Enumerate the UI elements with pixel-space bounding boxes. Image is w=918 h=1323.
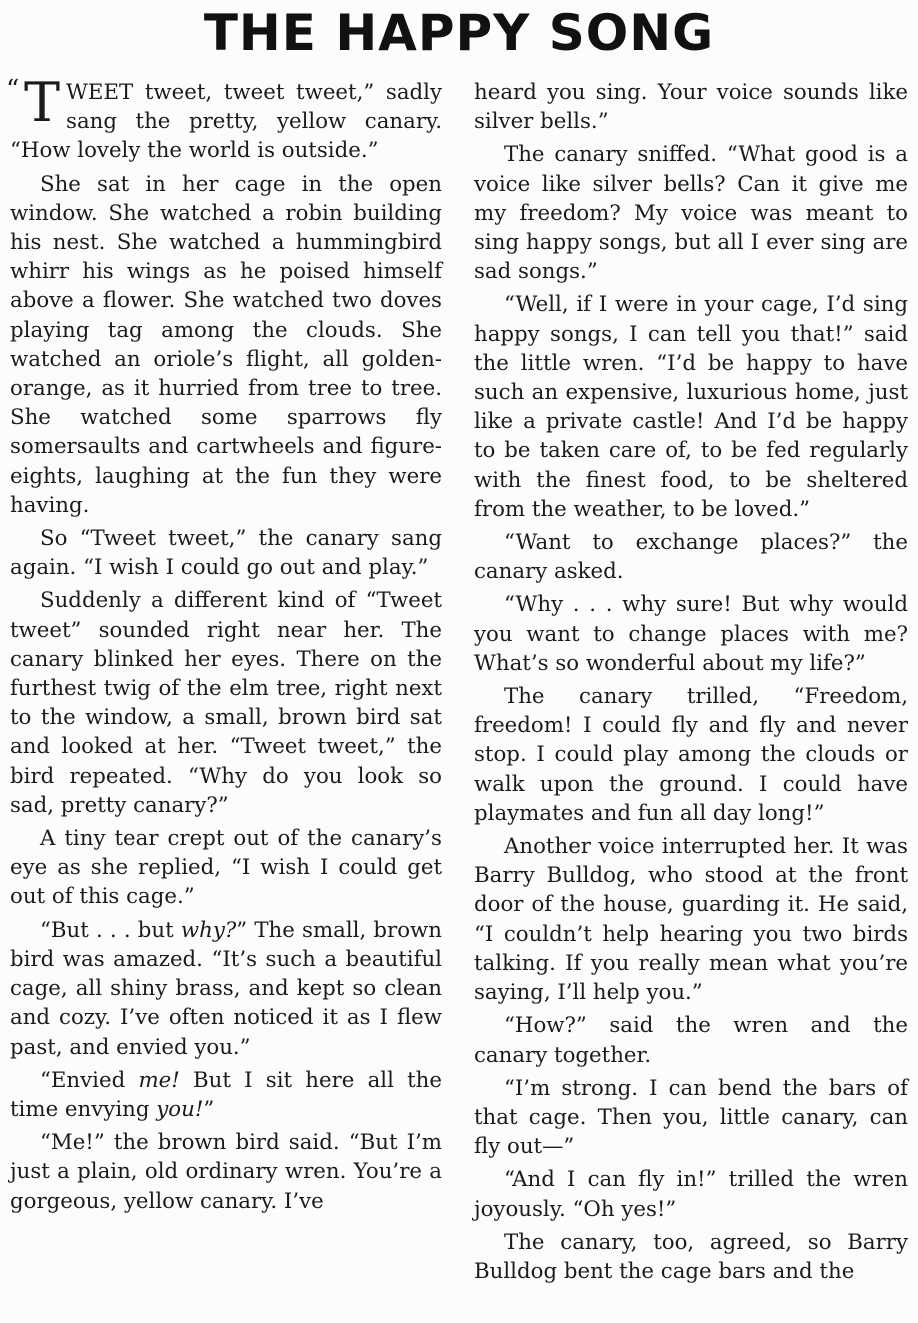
paragraph: The canary, too, agreed, so Barry Bulldog bent the cage bars and the [474, 1229, 908, 1284]
opening-paragraph [6, 71, 442, 166]
paragraph: “How?” said the wren and the canary together. [474, 1013, 908, 1068]
paragraph: “I’m strong. I can bend the bars of that cage. Then you, little canary, can fly out—” [474, 1075, 908, 1160]
right-column [474, 78, 908, 1290]
paragraph: Suddenly a different kind of “Tweet tweet” sounded right near her. The canary blinked her eyes. There on the furthest twig of the elm tree, right next to the window, a small, brown bird sat and looked at her. “Tweet tweet,” the bird repeated. “Why do you look so sad, pretty canary?” [10, 588, 442, 818]
paragraph: So “Tweet tweet,” the canary sang again. “I wish I could go out and play.” [10, 526, 442, 581]
paragraph-text: “But . . . but [40, 917, 181, 943]
paragraph: “And I can fly in!” trilled the wren joyously. “Oh yes!” [474, 1167, 908, 1222]
paragraph [10, 1066, 442, 1124]
emphasis-text: why? [180, 917, 237, 943]
paragraph: A tiny tear crept out of the canary’s eye as she replied, “I wish I could get out of this cage.” [10, 826, 442, 910]
paragraph: She sat in her cage in the open window. She watched a robin building his nest. She watched a hummingbird whirr his wings as he poised himself above a flower. She watched two doves playing tag among the clouds. She watched an oriole’s flight, all golden-orange, as it hurried from tree to tree. She watched some sparrows fly somersaults and cartwheels and figure-eights, laughing at the fun they were having. [10, 171, 442, 518]
story-title: THE HAPPY SONG [203, 4, 715, 62]
opening-paragraph-text: WEET tweet, tweet tweet,” sadly sang the pretty, yellow canary. “How lovely the world is outside.” [10, 80, 442, 164]
paragraph: “Well, if I were in your cage, I’d sing happy songs, I can tell you that!” said the little wren. “I’d be happy to have such an expensive, luxurious home, just like a private castle! And I’d be happy to be taken care of, to be fed regularly with the finest food, to be sheltered from the weather, to be loved.” [474, 292, 908, 522]
paragraph: The canary sniffed. “What good is a voice like silver bells? Can it give me my freedom? My voice was meant to sing happy songs, but all I ever sing are sad songs.” [474, 142, 908, 285]
opening-quote-mark: “ [6, 75, 20, 105]
paragraph [10, 916, 442, 1062]
paragraph: The canary trilled, “Freedom, freedom! I could fly and fly and never stop. I could play among the clouds or walk upon the ground. I could have playmates and fun all day long!” [474, 684, 908, 826]
left-column [6, 71, 443, 1220]
paragraph: heard you sing. Your voice sounds like silver bells.” [474, 80, 908, 135]
emphasis-text: me! [138, 1067, 180, 1093]
paragraph-text: ” [203, 1096, 215, 1122]
paragraph-text: But I sit here all the time envying [10, 1067, 443, 1122]
drop-cap-letter: T [24, 71, 61, 134]
paragraph-text: “Envied [40, 1067, 139, 1093]
paragraph: “Why . . . why sure! But why would you want to change places with me? What’s so wonderful about my life?” [474, 592, 908, 676]
paragraph: “Want to exchange places?” the canary asked. [474, 530, 908, 585]
emphasis-text: you! [156, 1096, 204, 1122]
paragraph-text: ” The small, brown bird was amazed. “It’s such a beautiful cage, all shiny brass, and kept so clean and cozy. I’ve often noticed it as I flew past, and envied you.” [10, 917, 442, 1060]
paragraph: “Me!” the brown bird said. “But I’m just a plain, old ordinary wren. You’re a gorgeous, yellow canary. I’ve [10, 1130, 442, 1214]
paragraph: Another voice interrupted her. It was Barry Bulldog, who stood at the front door of the house, guarding it. He said, “I couldn’t help hearing you two birds talking. If you really mean what you’re saying, I’ll help you.” [474, 834, 908, 1006]
